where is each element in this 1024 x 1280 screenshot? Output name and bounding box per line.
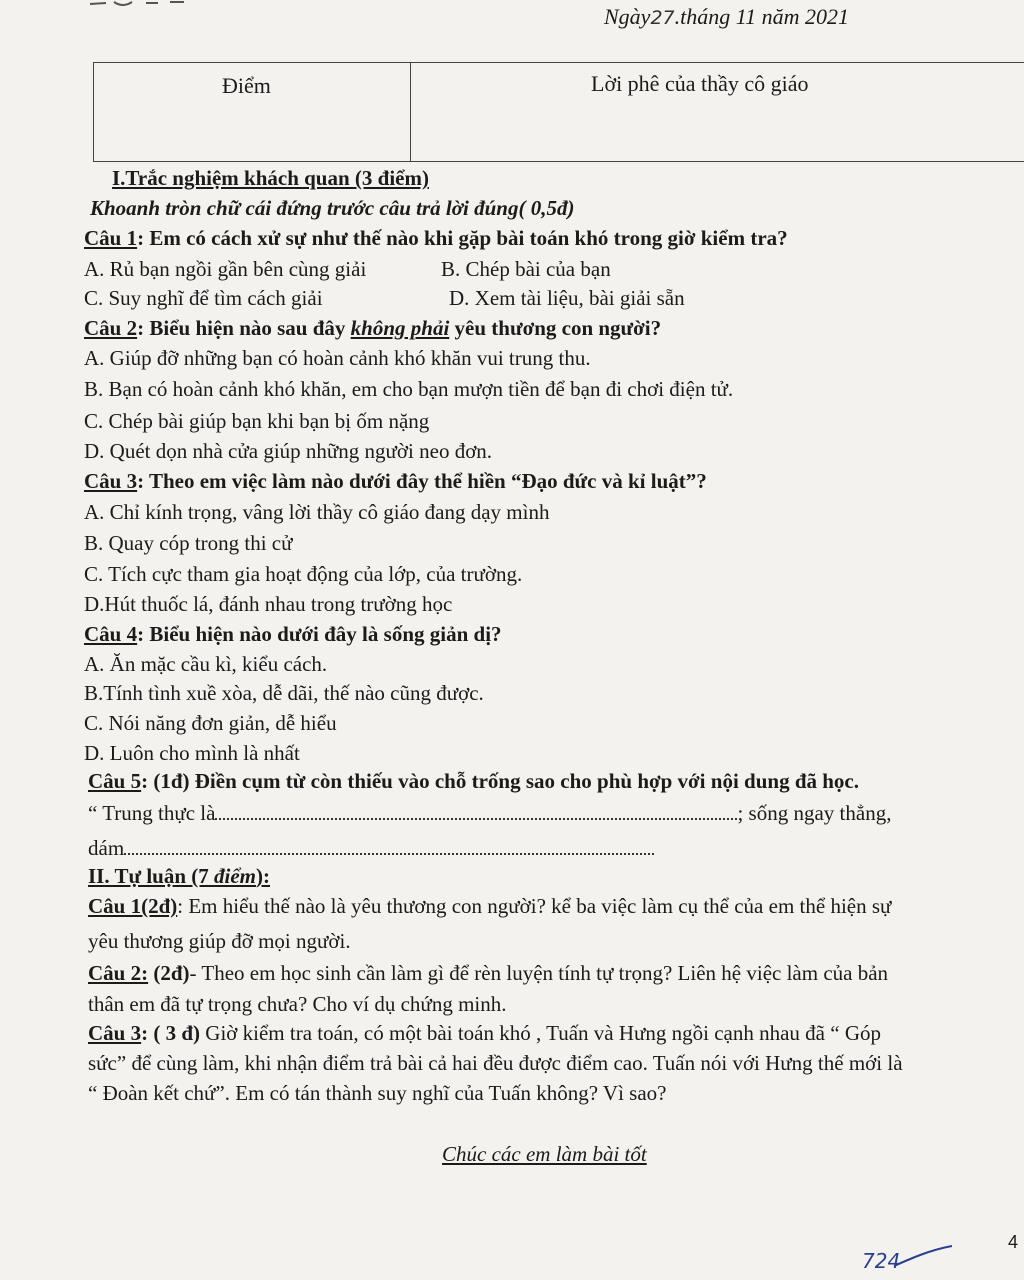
question-label: Câu 1(2đ) [88, 894, 178, 918]
q2-option-b: B. Bạn có hoàn cảnh khó khăn, em cho bạn mượn tiền để bạn đi chơi điện tử. [84, 377, 734, 401]
essay-question-1: Câu 1(2đ): Em hiểu thế nào là yêu thương con người? kể ba việc làm cụ thể của em thể hiện sự [88, 894, 892, 918]
grade-table-divider [410, 63, 411, 161]
fill-in-blank [215, 818, 737, 820]
q2-option-a: A. Giúp đỡ những bạn có hoàn cảnh khó khăn vui trung thu. [84, 346, 591, 370]
question-3: Câu 3: Theo em việc làm nào dưới đây thể hiền “Đạo đức và kỉ luật”? [84, 469, 707, 493]
q1-option-a: A. Rủ bạn ngồi gần bên cùng giải [84, 257, 367, 281]
q2-option-d: D. Quét dọn nhà cửa giúp những người neo đơn. [84, 439, 493, 463]
question-1: Câu 1: Em có cách xử sự như thế nào khi gặp bài toán khó trong giờ kiểm tra? [84, 226, 788, 250]
q4-option-c: C. Nói năng đơn giản, dễ hiểu [84, 711, 337, 735]
date-handwritten-day: 27 [650, 7, 675, 29]
q1-option-b: B. Chép bài của bạn [441, 257, 611, 281]
essay-question-3-line-2: sức” để cùng làm, khi nhận điểm trả bài cả hai đều được điểm cao. Tuấn nói với Hưng thế mới là [88, 1051, 903, 1075]
part2-title: II. Tự luận (7 điểm): [88, 864, 271, 888]
q3-option-a: A. Chỉ kính trọng, vâng lời thầy cô giáo đang dạy mình [84, 500, 550, 524]
q3-option-c: C. Tích cực tham gia hoạt động của lớp, của trường. [84, 562, 523, 586]
essay-question-2-line-2: thân em đã tự trọng chưa? Cho ví dụ chứng minh. [88, 992, 507, 1016]
date-prefix: Ngày [604, 4, 651, 29]
q1-option-d: D. Xem tài liệu, bài giải sẵn [449, 286, 685, 310]
q3-option-d: D.Hút thuốc lá, đánh nhau trong trường học [84, 592, 453, 616]
question-4: Câu 4: Biểu hiện nào dưới đây là sống giản dị? [84, 622, 502, 646]
q1-option-c: C. Suy nghĩ để tìm cách giải [84, 286, 323, 310]
closing-message: Chúc các em làm bài tốt [442, 1142, 647, 1166]
signature-mark [858, 1240, 958, 1274]
q4-option-d: D. Luôn cho mình là nhất [84, 741, 300, 765]
exam-date [604, 4, 849, 30]
fill-in-blank [124, 853, 654, 855]
question-label: Câu 5 [88, 769, 142, 793]
q4-option-b: B.Tính tình xuề xòa, dễ dãi, thế nào cũng được. [84, 681, 484, 705]
q5-blank-line-1: “ Trung thực là ; sống ngay thẳng, [88, 801, 892, 825]
question-label: Câu 2: [88, 961, 149, 985]
signature-text: 724 [862, 1249, 901, 1273]
comment-header: Lời phê của thầy cô giáo [591, 71, 809, 96]
emphasis-not: không phải [350, 316, 450, 340]
essay-question-1-line-2: yêu thương giúp đỡ mọi người. [88, 929, 351, 953]
part1-title: I.Trắc nghiệm khách quan (3 điểm) [112, 166, 429, 190]
q5-blank-line-2: dám [88, 836, 654, 861]
q4-option-a: A. Ăn mặc cầu kì, kiểu cách. [84, 652, 328, 676]
question-label: Câu 4 [84, 622, 138, 646]
question-label: Câu 3 [84, 469, 138, 493]
grade-table [93, 62, 1024, 162]
essay-question-3: Câu 3: ( 3 đ) Giờ kiểm tra toán, có một bài toán khó , Tuấn và Hưng ngồi cạnh nhau đã “ Góp [88, 1021, 881, 1045]
q3-option-b: B. Quay cóp trong thi cử [84, 531, 293, 555]
page-number: 4 [1008, 1232, 1019, 1252]
question-2: Câu 2: Biểu hiện nào sau đây không phải yêu thương con người? [84, 316, 662, 340]
question-5: Câu 5: (1đ) Điền cụm từ còn thiếu vào chỗ trống sao cho phù hợp với nội dung đã học. [88, 769, 859, 793]
essay-question-2: Câu 2: (2đ)- Theo em học sinh cần làm gì để rèn luyện tính tự trọng? Liên hệ việc làm của bản [88, 961, 889, 985]
q2-option-c: C. Chép bài giúp bạn khi bạn bị ốm nặng [84, 409, 430, 433]
cropped-header-text [88, 0, 208, 10]
part1-instruction: Khoanh tròn chữ cái đứng trước câu trả lời đúng( 0,5đ) [90, 196, 575, 220]
date-suffix: .tháng 11 năm 2021 [674, 4, 850, 29]
question-label: Câu 1 [84, 226, 138, 250]
question-label: Câu 3 [88, 1021, 142, 1045]
score-header: Điểm [222, 73, 271, 98]
question-label: Câu 2 [84, 316, 138, 340]
essay-question-3-line-3: “ Đoàn kết chứ”. Em có tán thành suy nghĩ của Tuấn không? Vì sao? [88, 1081, 667, 1105]
